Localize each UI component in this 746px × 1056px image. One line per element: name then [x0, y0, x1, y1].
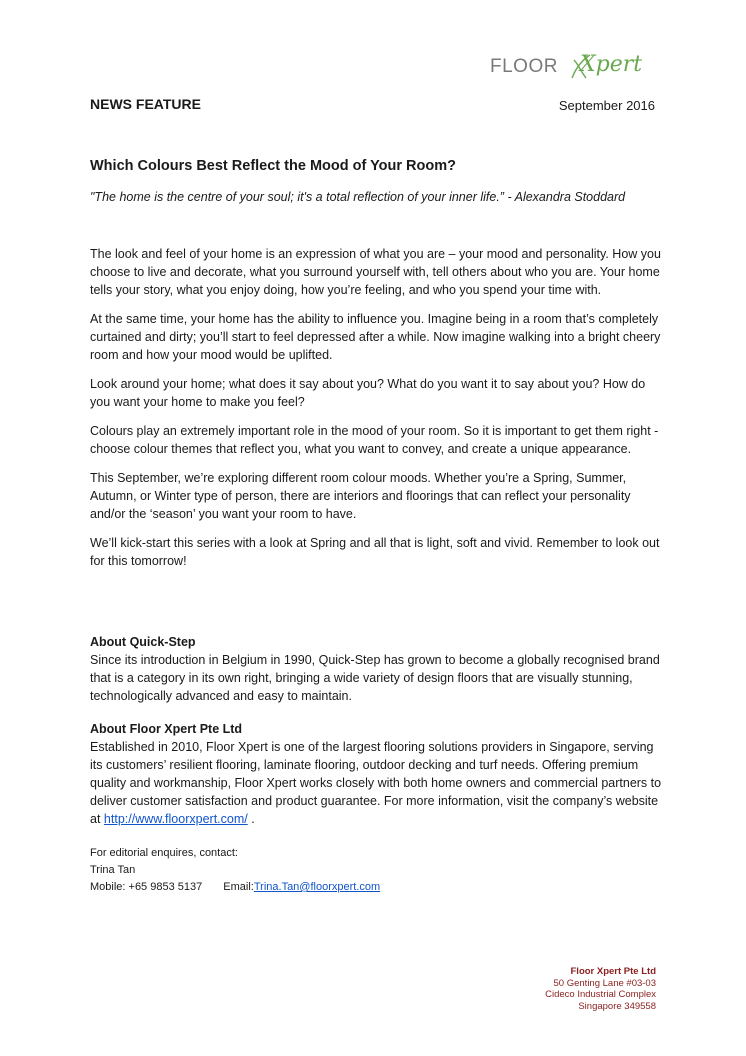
paragraph: The look and feel of your home is an expression of what you are – your mood and personality. How you choose to live and decorate, what you surround yourself with, tell others about who you are. Your home tells your story, what you enjoy doing, how you’re feeling, and who you spend your time with. [90, 247, 661, 297]
paragraph: Colours play an extremely important role in the mood of your room. So it is important to get them right - choose colour themes that reflect you, what you want to convey, and create a unique appearance. [90, 424, 659, 456]
address-line2: Cideco Industrial Complex [545, 989, 656, 1000]
contact-row [90, 879, 380, 896]
floorxpert-logo [490, 52, 660, 88]
contact-email-link[interactable]: Trina.Tan@floorxpert.com [253, 881, 381, 893]
about-floorxpert-suffix: . [247, 812, 255, 826]
news-feature-label: NEWS FEATURE [90, 96, 201, 112]
logo-text-xpert: Xpert [580, 52, 643, 77]
header-row [90, 96, 655, 116]
about-quickstep-heading: About Quick-Step [90, 635, 196, 649]
article-body [90, 245, 662, 581]
address-line1: 50 Genting Lane #03-03 [553, 977, 656, 989]
logo-text-floor: FLOOR [490, 56, 558, 77]
paragraph: Look around your home; what does it say about you? What do you want it to say about you? How do you want your home to make you feel? [90, 377, 646, 409]
article-quote: "The home is the centre of your soul; it's a total reflection of your inner life.” - Alexandra Stoddard [90, 190, 626, 204]
about-floorxpert-heading: About Floor Xpert Pte Ltd [90, 722, 243, 736]
release-date: September 2016 [558, 98, 655, 113]
company-address [545, 966, 656, 1012]
address-line3: Singapore 349558 [578, 1000, 656, 1012]
address-company: Floor Xpert Pte Ltd [570, 966, 656, 977]
about-floorxpert-section [90, 720, 662, 828]
contact-name: Trina Tan [90, 864, 136, 876]
about-quickstep-section [90, 633, 662, 705]
contact-email-label: Email: [223, 881, 254, 893]
article-title: Which Colours Best Reflect the Mood of Your Room? [90, 158, 456, 174]
contact-block [90, 845, 380, 896]
about-quickstep-text: Since its introduction in Belgium in 1990, Quick-Step has grown to become a globally recognised brand that is a category in its own right, bringing a wide variety of design floors that are visually stunning, technologically advanced and easy to maintain. [90, 653, 660, 703]
paragraph: This September, we’re exploring different room colour moods. Whether you’re a Spring, Summer, Autumn, or Winter type of person, there are interiors and floorings that can reflect your personality and/or the ‘season’ you want your room to have. [90, 471, 631, 521]
contact-intro: For editorial enquires, contact: [90, 847, 238, 859]
about-floorxpert-text [90, 738, 662, 828]
paragraph: At the same time, your home has the ability to influence you. Imagine being in a room that’s completely curtained and dirty; you’ll start to feel depressed after a while. Now imagine walking into a bright cheery room and how your mood would be uplifted. [90, 312, 661, 362]
contact-mobile: Mobile: +65 9853 5137 [90, 881, 203, 893]
website-link[interactable]: http://www.floorxpert.com/ [103, 812, 248, 826]
about-floorxpert-body: Established in 2010, Floor Xpert is one of the largest flooring solutions providers in Singapore, serving its customers’ resilient flooring, laminate flooring, outdoor decking and turf needs. Offering premium quality and workmanship, Floor Xpert works closely with both home owners and commercial partners to deliver customer satisfaction and product guarantee. For more information, visit the company’s website at [90, 740, 662, 826]
paragraph: We’ll kick-start this series with a look at Spring and all that is light, soft and vivid. Remember to look out for this tomorrow! [90, 536, 660, 568]
